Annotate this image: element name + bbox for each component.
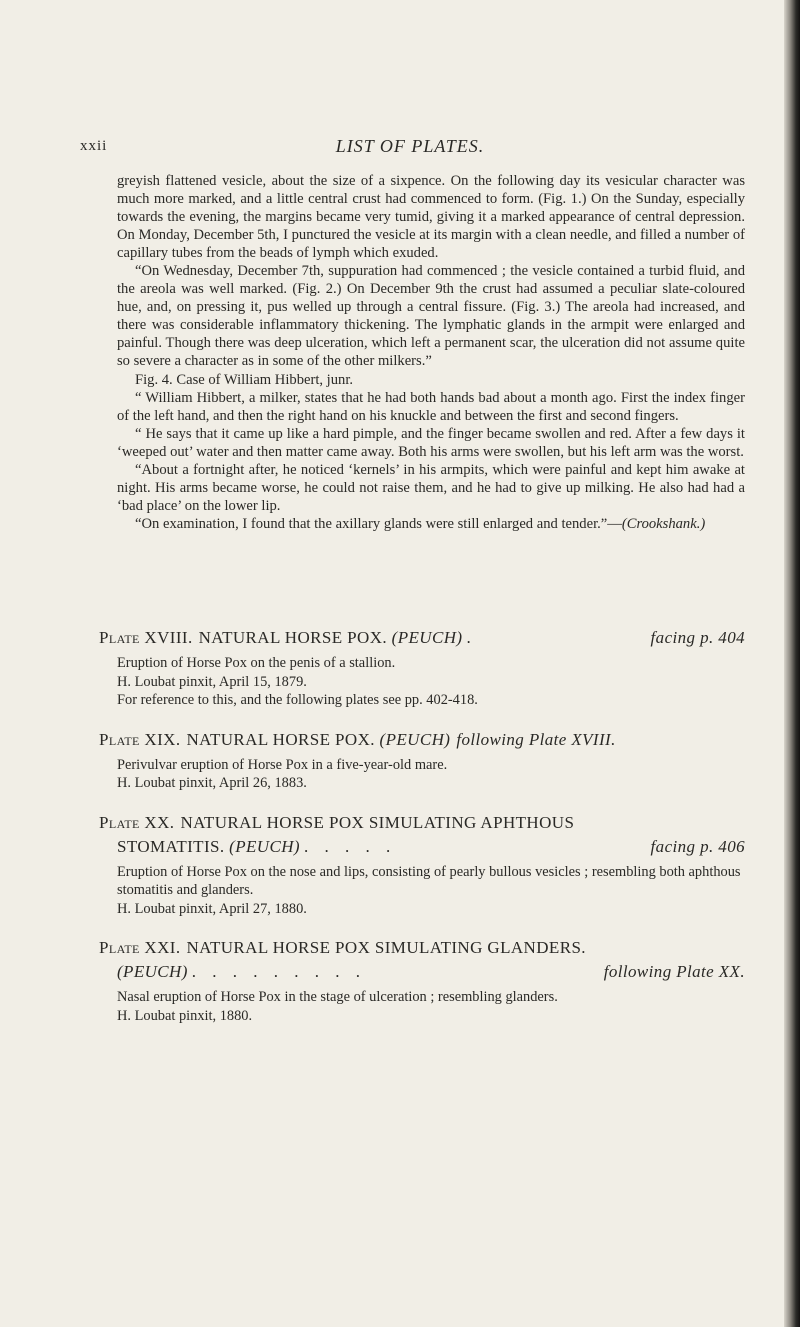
citation: (Crookshank.) xyxy=(621,515,706,532)
leader-dots: . . . . . xyxy=(303,836,397,856)
plate-title-continued: STOMATITIS. xyxy=(117,836,225,856)
plate-title: NATURAL HORSE POX. xyxy=(186,729,375,749)
plate-desc-line: Perivulvar eruption of Horse Pox in a five-year-old mare. xyxy=(117,756,448,773)
plate-entry-18 xyxy=(99,626,745,710)
plate-page-ref: facing p. 406 xyxy=(650,836,745,856)
plate-description xyxy=(99,988,745,1025)
plate-source: (PEUCH) xyxy=(229,836,300,856)
plate-label: Plate XX. xyxy=(99,812,175,832)
quote-text: “On examination, I found that the axillary glands were still enlarged and tender.”— xyxy=(135,515,622,532)
page-header xyxy=(80,136,740,158)
plate-desc-line: H. Loubat pinxit, April 15, 1879. xyxy=(117,673,307,690)
plate-label: Plate XVIII. xyxy=(99,628,193,647)
plate-desc-line: Eruption of Horse Pox on the penis of a stallion. xyxy=(117,655,396,671)
plate-desc-line: H. Loubat pinxit, April 27, 1880. xyxy=(117,900,307,917)
plate-desc-line: H. Loubat pinxit, April 26, 1883. xyxy=(117,775,307,791)
plate-heading-continued xyxy=(99,960,745,984)
plate-source: (PEUCH) xyxy=(391,628,463,647)
plate-title: NATURAL HORSE POX SIMULATING APHTHOUS xyxy=(180,812,575,832)
plate-page-ref: following Plate XVIII. xyxy=(456,729,616,749)
plate-description xyxy=(99,863,745,919)
plate-description xyxy=(99,756,745,793)
plate-heading xyxy=(99,728,745,752)
plate-title: NATURAL HORSE POX SIMULATING GLANDERS. xyxy=(186,938,586,957)
plate-desc-line: Eruption of Horse Pox on the nose and lips, consisting of pearly bullous vesicles ; resembling both aphthous stomatitis and glanders. xyxy=(117,863,741,898)
leader-dots: . xyxy=(466,628,477,647)
plate-label: Plate XIX. xyxy=(99,729,181,749)
plate-desc-line: H. Loubat pinxit, 1880. xyxy=(117,1007,253,1024)
plate-heading xyxy=(99,811,745,835)
page-edge-shadow xyxy=(784,0,800,1327)
plate-entry-20 xyxy=(99,811,745,919)
body-paragraph: “On Wednesday, December 7th, suppuration had commenced ; the vesicle contained a turbid fluid, and the areola was well marked. (Fig. 2.) On December 9th the crust had assumed a peculiar slate-coloured hue, and, on pressing it, pus welled up through a central fissure. (Fig. 3.) The areola had increased, and there was considerable inflammatory thickening. The lymphatic glands in the armpit were enlarged and painful. Though there was deep ulceration, which left a permanent scar, the ulceration did not assume quite so severe a character as in some of the other milkers.” xyxy=(117,263,745,370)
plate-heading-continued xyxy=(99,835,745,859)
page-number: xxii xyxy=(80,138,108,154)
plate-label: Plate XXI. xyxy=(99,938,181,957)
plate-list xyxy=(99,626,745,1043)
plate-heading xyxy=(99,936,745,960)
plate-entry-19 xyxy=(99,728,745,793)
body-paragraph: “ He says that it came up like a hard pimple, and the finger became swollen and red. After a few days it ‘weeped out’ water and then matter came away. Both his arms were swollen, but his left arm was the worst. xyxy=(117,425,745,460)
body-paragraph: “ William Hibbert, a milker, states that he had both hands bad about a month ago. First the index finger of the left hand, and then the right hand on his knuckle and between the first and second fingers. xyxy=(117,389,745,424)
plate-title: NATURAL HORSE POX. xyxy=(198,628,388,647)
leader-dots: . . . . . . . . . xyxy=(191,962,367,981)
body-paragraph: “About a fortnight after, he noticed ‘kernels’ in his armpits, which were painful and kept him awake at night. His arms became worse, he could not raise them, and he had to give up milking. He also had had a ‘bad place’ on the lower lip. xyxy=(117,461,745,514)
plate-desc-line: For reference to this, and the following plates see pp. 402-418. xyxy=(117,692,478,708)
plate-entry-21 xyxy=(99,936,745,1025)
plate-desc-line: Nasal eruption of Horse Pox in the stage of ulceration ; resembling glanders. xyxy=(117,989,558,1005)
plate-source: (PEUCH) xyxy=(379,729,451,749)
plate-page-ref: following Plate XX. xyxy=(603,962,745,981)
body-text xyxy=(117,172,745,533)
plate-description xyxy=(99,654,745,710)
running-title: LIST OF PLATES. xyxy=(335,136,485,156)
plate-source: (PEUCH) xyxy=(117,962,188,981)
plate-page-ref: facing p. 404 xyxy=(650,628,745,647)
plate-heading xyxy=(99,626,745,650)
body-paragraph: greyish flattened vesicle, about the size of a sixpence. On the following day its vesicular character was much more marked, and a little central crust had commenced to form. (Fig. 1.) On the Sunday, especially towards the evening, the margins became very tumid, giving it a marked appearance of central depression. On Monday, December 5th, I punctured the vesicle at its margin with a clean needle, and filled a number of capillary tubes from the beads of lymph which exuded. xyxy=(117,173,745,262)
figure-caption: Fig. 4. Case of William Hibbert, junr. xyxy=(135,371,354,388)
body-paragraph xyxy=(117,515,745,533)
